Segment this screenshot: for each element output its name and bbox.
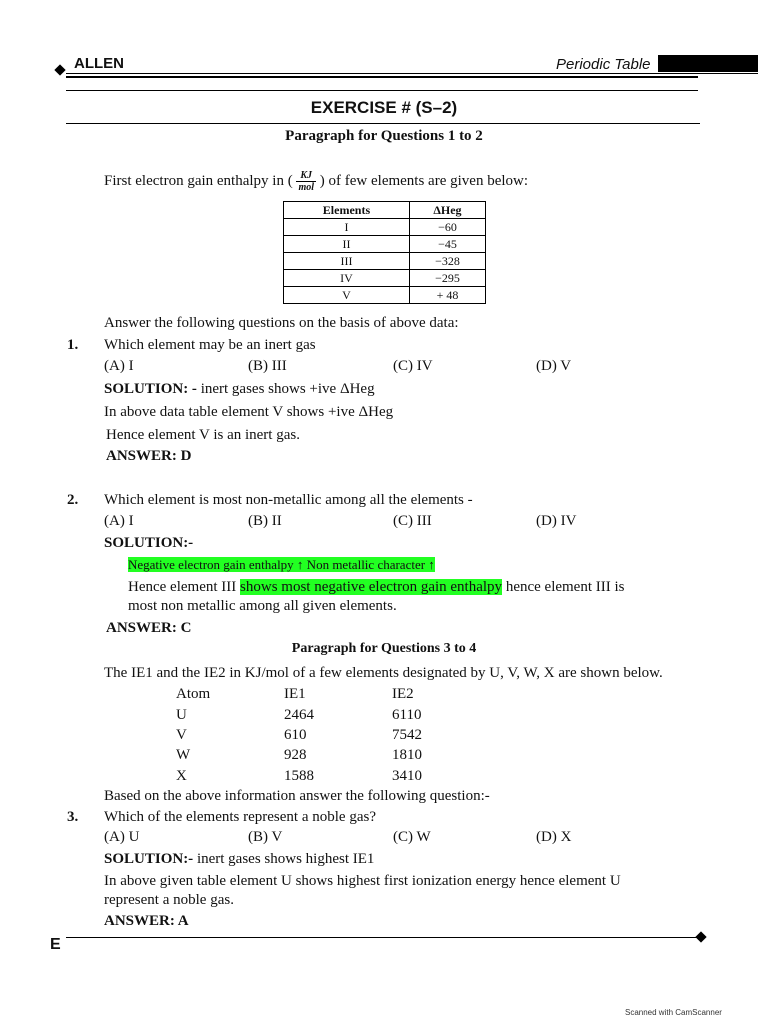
- chapter-title: Periodic Table: [556, 56, 651, 73]
- q2-option-d: (D) IV: [536, 513, 577, 529]
- ie-cell: 3410: [392, 768, 422, 784]
- q1-solution-label: SOLUTION: -: [104, 381, 197, 397]
- table-header-row: [284, 202, 486, 219]
- q2-line2-highlight: shows most negative electron gain enthalpy: [240, 579, 503, 595]
- ie-cell: 6110: [392, 707, 422, 723]
- ie-cell: 7542: [392, 727, 422, 743]
- table-row: [284, 236, 486, 253]
- q1-line3: Hence element V is an inert gas.: [106, 427, 300, 443]
- table-row: [284, 219, 486, 236]
- q3-solution-label: SOLUTION:-: [104, 851, 194, 867]
- ie-cell: 2464: [284, 707, 314, 723]
- table-cell: III: [284, 253, 410, 270]
- para1-intro-b: ) of few elements are given below:: [319, 172, 529, 189]
- q3-number: 3.: [67, 809, 79, 825]
- header-rule-thick: [66, 76, 698, 78]
- table-row: [284, 287, 486, 304]
- q2-highlight-text: Negative electron gain enthalpy ↑ Non metallic character ↑: [128, 557, 435, 572]
- table-cell: V: [284, 287, 410, 304]
- ie-cell: 610: [284, 727, 307, 743]
- q2-solution-label: SOLUTION:-: [104, 535, 194, 551]
- table-cell: −60: [409, 219, 485, 236]
- ie-cell: U: [176, 707, 187, 723]
- table-cell: −295: [409, 270, 485, 287]
- header-rule-lower: [66, 90, 698, 91]
- header-black-bar: [658, 55, 758, 72]
- table-header: ΔHeg: [409, 202, 485, 219]
- q1-option-d: (D) V: [536, 358, 572, 374]
- table-cell: −328: [409, 253, 485, 270]
- q1-solution-text: inert gases shows +ive ΔHeg: [200, 381, 375, 397]
- header-diamond-icon: [54, 64, 65, 75]
- q3-option-c: (C) W: [393, 829, 431, 845]
- q1-option-a: (A) I: [104, 358, 134, 374]
- q2-option-c: (C) III: [393, 513, 432, 529]
- para1-intro-a: First electron gain enthalpy in (: [104, 172, 293, 189]
- q3-solution: [104, 850, 374, 868]
- q2-highlight-line: [128, 557, 435, 572]
- unit-fraction: [296, 170, 316, 193]
- ie-header-ie1: IE1: [284, 686, 306, 702]
- ie-cell: 928: [284, 747, 307, 763]
- q3-option-b: (B) V: [248, 829, 283, 845]
- brand-label: ALLEN: [74, 55, 124, 72]
- table-row: [284, 270, 486, 287]
- ie-cell: 1588: [284, 768, 314, 784]
- q3-line2: In above given table element U shows highest first ionization energy hence element U: [104, 873, 621, 889]
- q2-option-b: (B) II: [248, 513, 282, 529]
- para2-intro: The IE1 and the IE2 in KJ/mol of a few elements designated by U, V, W, X are shown below.: [104, 665, 663, 681]
- q2-number: 2.: [67, 492, 79, 508]
- q1-text: Which element may be an inert gas: [104, 337, 316, 353]
- q1-line2: In above data table element V shows +ive ΔHeg: [104, 404, 394, 420]
- unit-numerator: KJ: [296, 170, 316, 182]
- footer-rule: [66, 937, 700, 938]
- scanner-watermark: Scanned with CamScanner: [625, 1008, 722, 1017]
- table-header: Elements: [284, 202, 410, 219]
- q2-answer: ANSWER: C: [106, 620, 192, 636]
- para1-heading: Paragraph for Questions 1 to 2: [285, 128, 483, 144]
- ie-header-atom: Atom: [176, 686, 211, 702]
- q3-solution-text: inert gases shows highest IE1: [196, 851, 375, 867]
- para2-heading: Paragraph for Questions 3 to 4: [291, 641, 477, 656]
- q2-line3: most non metallic among all given elements.: [128, 598, 397, 614]
- q3-option-d: (D) X: [536, 829, 572, 845]
- q1-option-b: (B) III: [248, 358, 287, 374]
- para2-based: Based on the above information answer the following question:-: [104, 788, 490, 804]
- enthalpy-table: [283, 201, 486, 304]
- ie-cell: 1810: [392, 747, 422, 763]
- q2-option-a: (A) I: [104, 513, 134, 529]
- table-cell: II: [284, 236, 410, 253]
- header-rule-top: [66, 73, 758, 74]
- ie-cell: V: [176, 727, 187, 743]
- q2-text: Which element is most non-metallic among all the elements -: [104, 492, 473, 508]
- ie-table: [176, 685, 476, 785]
- exercise-title: EXERCISE # (S–2): [310, 98, 458, 117]
- q3-answer: ANSWER: A: [104, 913, 189, 929]
- table-cell: IV: [284, 270, 410, 287]
- ie-cell: W: [176, 747, 191, 763]
- q3-text: Which of the elements represent a noble gas?: [104, 809, 376, 825]
- para1-intro: [104, 170, 528, 193]
- q2-line2-a: Hence element III: [128, 579, 241, 595]
- q2-line2: [128, 578, 625, 596]
- table-cell: I: [284, 219, 410, 236]
- q3-option-a: (A) U: [104, 829, 140, 845]
- page-letter: E: [50, 936, 61, 953]
- table-cell: −45: [409, 236, 485, 253]
- q1-number: 1.: [67, 337, 79, 353]
- footer-diamond-icon: [695, 931, 706, 942]
- para1-answer-intro: Answer the following questions on the basis of above data:: [104, 315, 459, 331]
- q1-answer: ANSWER: D: [106, 448, 192, 464]
- ie-cell: X: [176, 768, 187, 784]
- q1-option-c: (C) IV: [393, 358, 433, 374]
- title-rule: [66, 123, 700, 124]
- q3-line3: represent a noble gas.: [104, 892, 234, 908]
- q2-line2-b: hence element III is: [502, 579, 625, 595]
- table-cell: + 48: [409, 287, 485, 304]
- table-row: [284, 253, 486, 270]
- unit-denominator: mol: [298, 182, 315, 193]
- ie-header-ie2: IE2: [392, 686, 414, 702]
- q1-solution: [104, 380, 375, 398]
